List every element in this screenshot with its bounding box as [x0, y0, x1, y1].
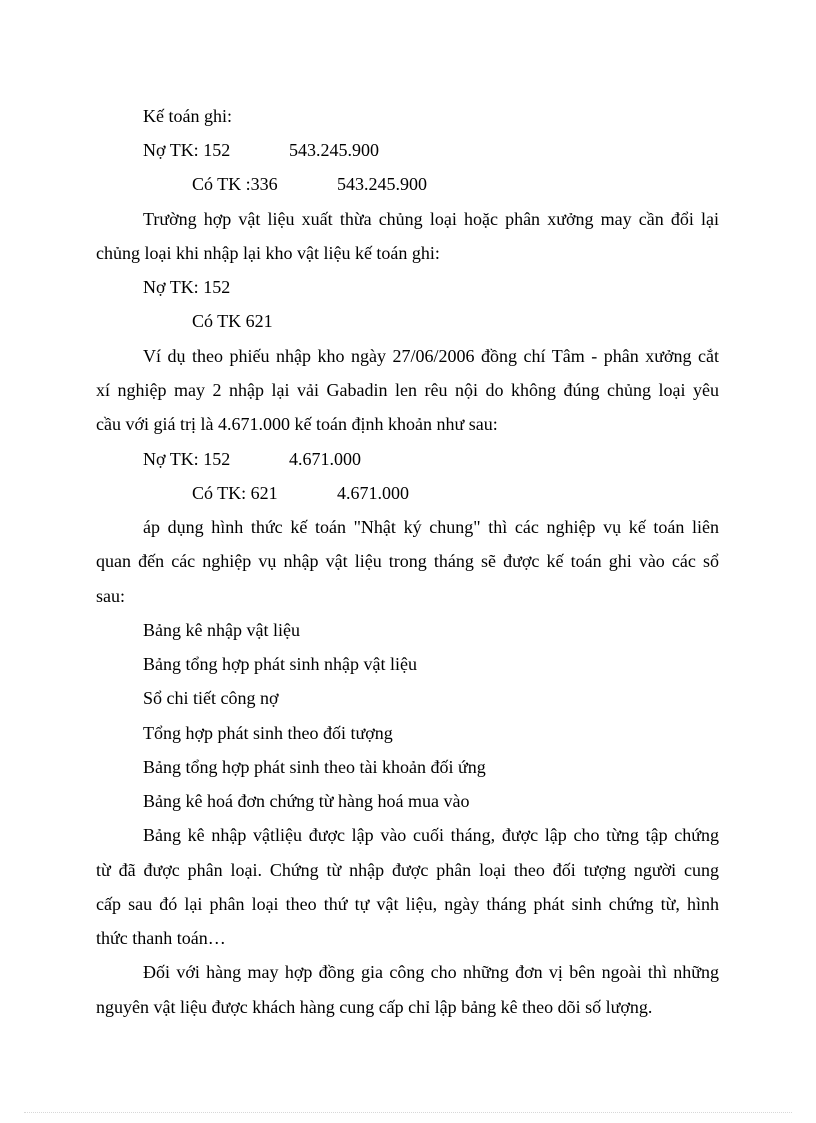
- entry-debit-label: Nợ TK: 152: [143, 277, 231, 297]
- paragraph-line: Trường hợp vật liệu xuất thừa chủng loại hoặc phân xưởng may cần đổi lại: [143, 209, 719, 229]
- entry-credit-label: Có TK :336: [192, 174, 278, 194]
- paragraph-line: thức thanh toán…: [96, 928, 226, 948]
- paragraph-line: nguyên vật liệu được khách hàng cung cấp chỉ lập bảng kê theo dõi số lượng.: [96, 997, 653, 1017]
- entry-credit-label: Có TK 621: [192, 311, 273, 331]
- entry-credit-amount: 4.671.000: [337, 483, 409, 503]
- paragraph-line: xí nghiệp may 2 nhập lại vải Gabadin len rêu nội do không đúng chủng loại yêu: [96, 380, 719, 400]
- footer-divider: [24, 1112, 792, 1113]
- paragraph-line: Bảng kê nhập vậtliệu được lập vào cuối tháng, được lập cho từng tập chứng: [143, 825, 719, 845]
- paragraph-line: Đối với hàng may hợp đồng gia công cho những đơn vị bên ngoài thì những: [143, 962, 719, 982]
- list-item: Sổ chi tiết công nợ: [143, 688, 279, 708]
- paragraph-line: quan đến các nghiệp vụ nhập vật liệu trong tháng sẽ được kế toán ghi vào các sổ: [96, 551, 719, 571]
- list-item: Bảng tổng hợp phát sinh nhập vật liệu: [143, 654, 417, 674]
- paragraph-line: sau:: [96, 586, 125, 606]
- paragraph-line: chủng loại khi nhập lại kho vật liệu kế toán ghi:: [96, 243, 440, 263]
- paragraph-line: từ đã được phân loại. Chứng từ nhập được phân loại theo đối tượng người cung: [96, 860, 719, 880]
- paragraph-line: Ví dụ theo phiếu nhập kho ngày 27/06/2006 đồng chí Tâm - phân xưởng cắt: [143, 346, 719, 366]
- list-item: Bảng kê nhập vật liệu: [143, 620, 300, 640]
- entry-debit-label: Nợ TK: 152: [143, 449, 231, 469]
- paragraph-line: áp dụng hình thức kế toán "Nhật ký chung" thì các nghiệp vụ kế toán liên: [143, 517, 719, 537]
- paragraph-line: cầu với giá trị là 4.671.000 kế toán định khoản như sau:: [96, 414, 498, 434]
- entry-debit-label: Nợ TK: 152: [143, 140, 231, 160]
- entry-credit-label: Có TK: 621: [192, 483, 278, 503]
- entry-credit-amount: 543.245.900: [337, 174, 427, 194]
- list-item: Bảng tổng hợp phát sinh theo tài khoản đối ứng: [143, 757, 486, 777]
- list-item: Bảng kê hoá đơn chứng từ hàng hoá mua vào: [143, 791, 470, 811]
- text-line: Kế toán ghi:: [143, 106, 232, 126]
- paragraph-line: cấp sau đó lại phân loại theo thứ tự vật liệu, ngày tháng phát sinh chứng từ, hình: [96, 894, 719, 914]
- entry-debit-amount: 4.671.000: [289, 449, 361, 469]
- list-item: Tổng hợp phát sinh theo đối tượng: [143, 723, 393, 743]
- entry-debit-amount: 543.245.900: [289, 140, 379, 160]
